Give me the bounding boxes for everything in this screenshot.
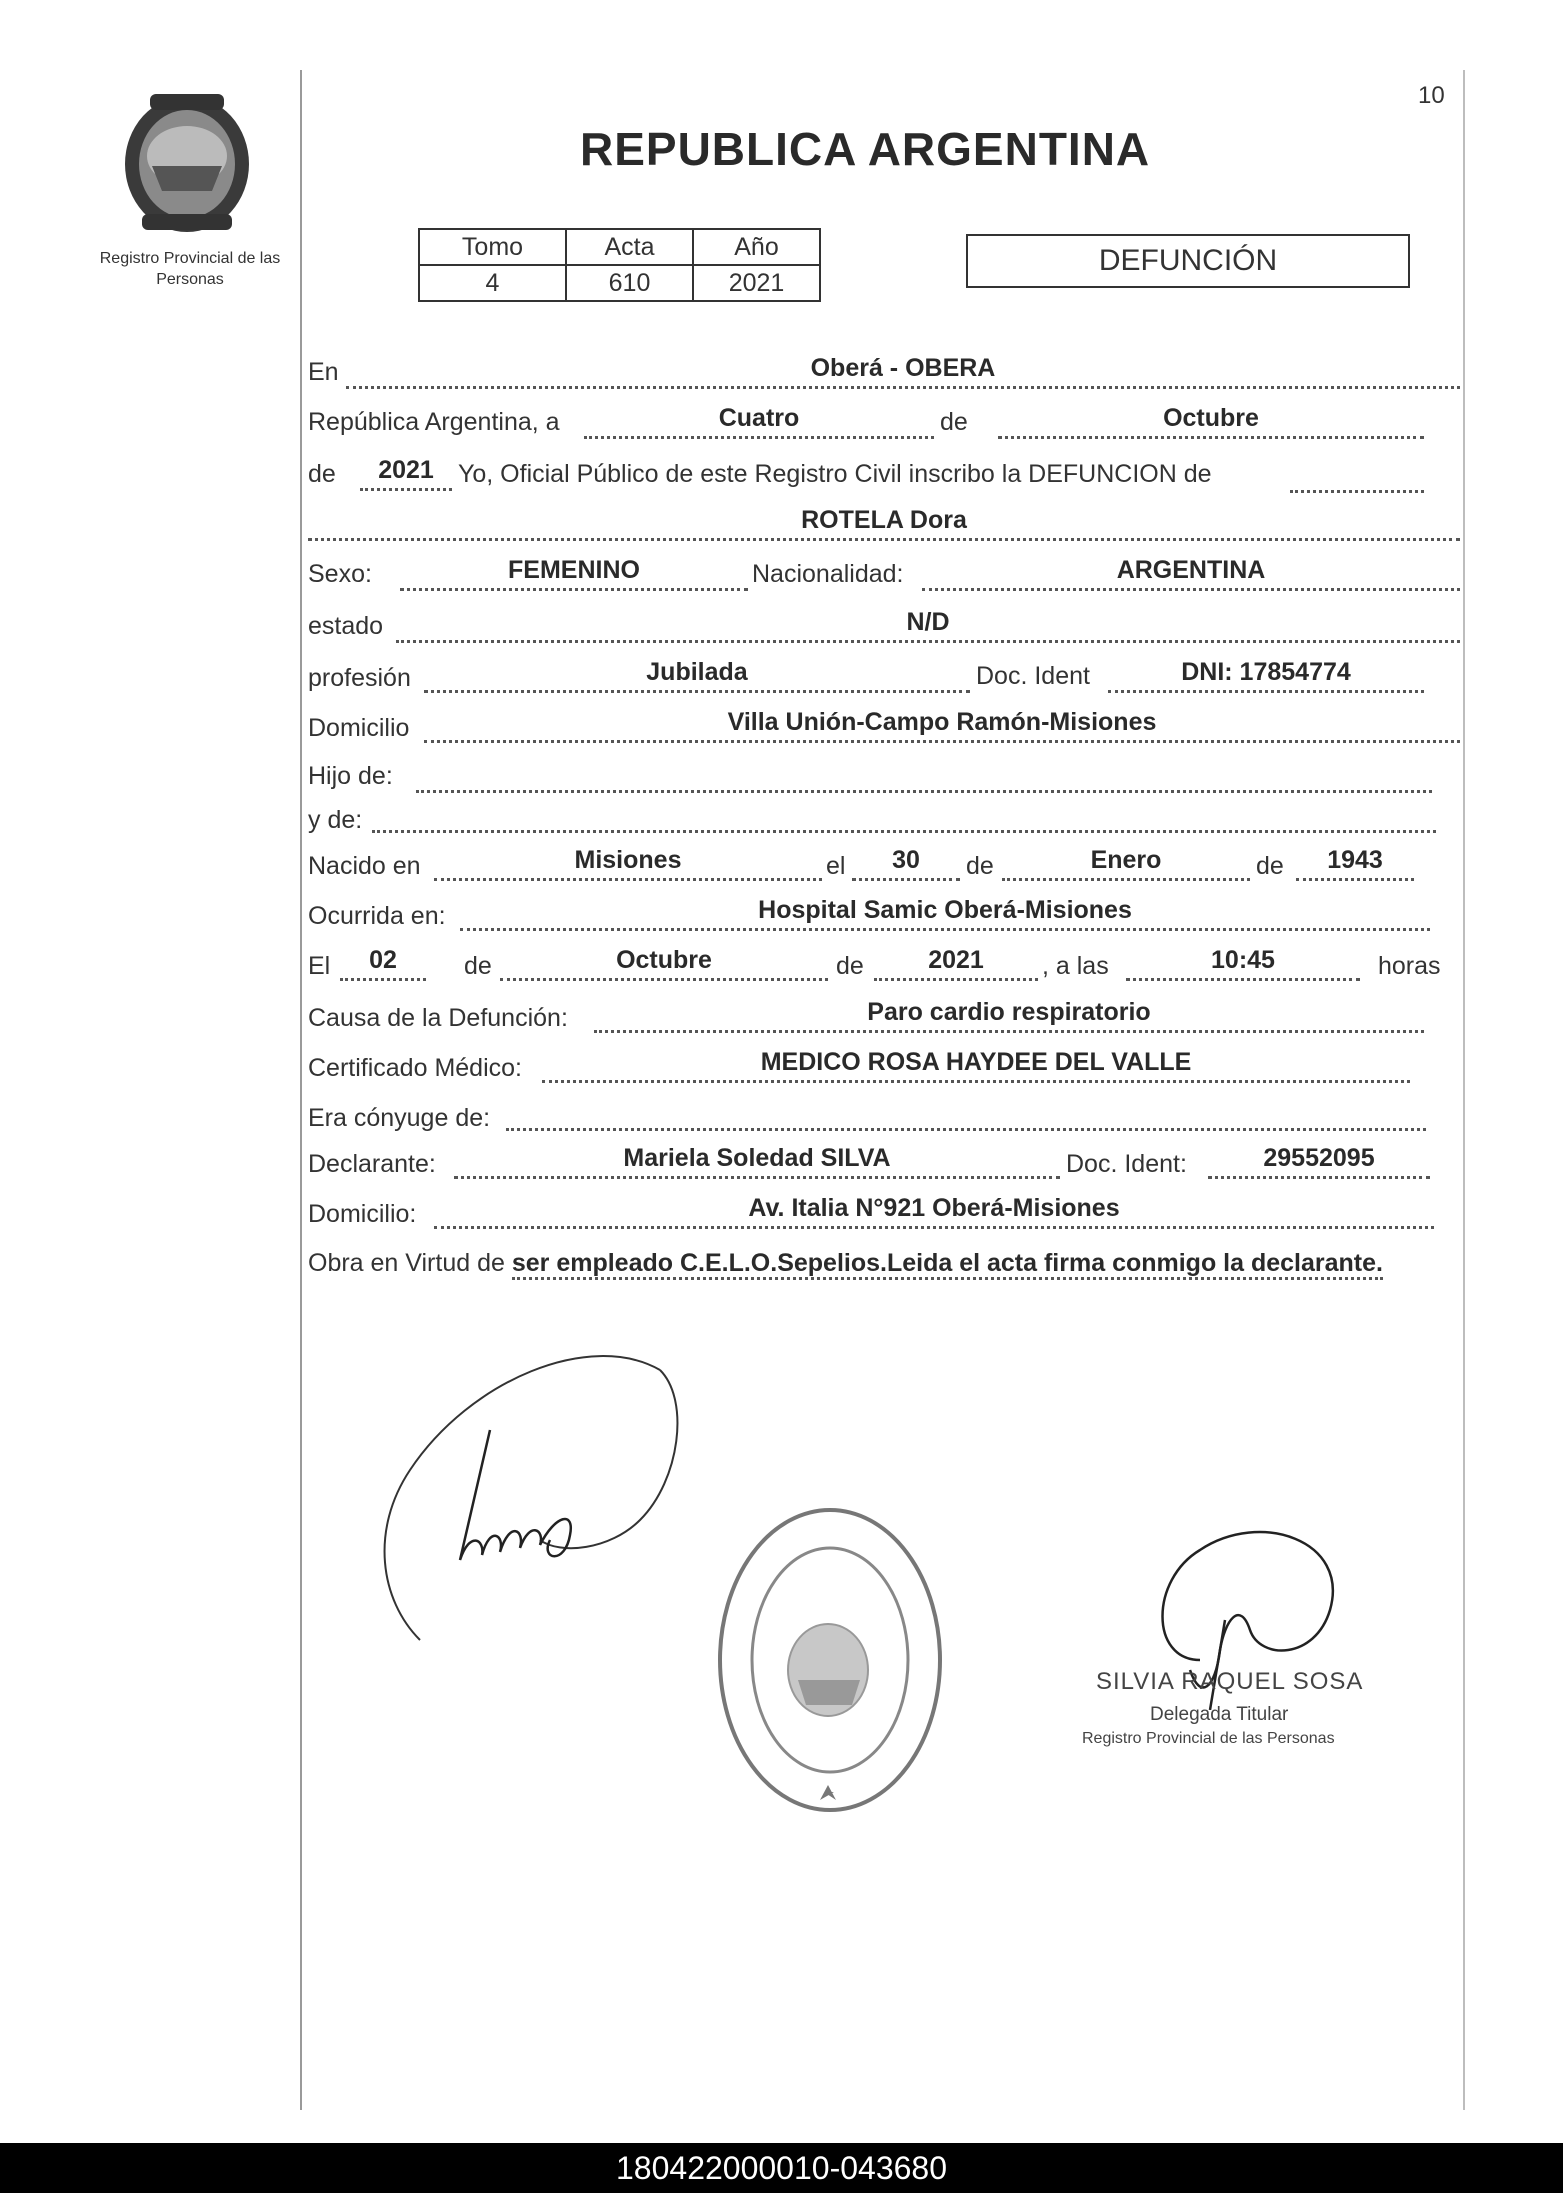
document-code: 180422000010-043680 (0, 2143, 1563, 2193)
certificado-label: Certificado Médico: (308, 1054, 522, 1082)
a-las-label: , a las (1042, 952, 1109, 980)
doc-ident-label-2: Doc. Ident: (1066, 1150, 1187, 1178)
death-day-value: 02 (340, 944, 426, 981)
declarant-doc-value: 29552095 (1208, 1142, 1430, 1179)
capacity-value: ser empleado C.E.L.O.Sepelios.Leida el acta firma conmigo la declarante. (512, 1249, 1383, 1280)
de-label-6: de (836, 952, 864, 980)
hijo-de-label: Hijo de: (308, 762, 393, 790)
anio-value: 2021 (693, 265, 820, 301)
tomo-value: 4 (419, 265, 566, 301)
nationality-value: ARGENTINA (922, 554, 1460, 591)
place-value: Oberá - OBERA (346, 352, 1460, 389)
conyuge-dots (506, 1128, 1426, 1131)
birth-year-value: 1943 (1296, 844, 1414, 881)
civil-status-value: N/D (396, 606, 1460, 643)
obra-en-virtud-paragraph (308, 1244, 1458, 1282)
year-value: 2021 (360, 454, 452, 491)
acta-header: Acta (566, 229, 693, 265)
hijo-de-dots (416, 790, 1432, 793)
sex-value: FEMENINO (400, 554, 748, 591)
doc-ident-label: Doc. Ident (976, 662, 1090, 690)
acta-value: 610 (566, 265, 693, 301)
death-year-value: 2021 (874, 944, 1038, 981)
republica-label: República Argentina, a (308, 408, 560, 436)
nacionalidad-label: Nacionalidad: (752, 560, 904, 588)
domicilio-label: Domicilio (308, 714, 410, 742)
declarante-label: Declarante: (308, 1150, 436, 1178)
El-label: El (308, 952, 331, 980)
domicilio-label-2: Domicilio: (308, 1200, 417, 1228)
right-margin-line (1463, 70, 1465, 2110)
signatory-org: Registro Provincial de las Personas (1082, 1730, 1335, 1747)
causa-label: Causa de la Defunción: (308, 1004, 568, 1032)
declarant-value: Mariela Soledad SILVA (454, 1142, 1060, 1179)
el-label: el (826, 852, 846, 880)
deceased-name-value: ROTELA Dora (308, 504, 1460, 541)
birth-place-value: Misiones (434, 844, 822, 881)
de-label-2: de (308, 460, 336, 488)
ocurrida-en-label: Ocurrida en: (308, 902, 446, 930)
birth-day-value: 30 (852, 844, 960, 881)
death-place-value: Hospital Samic Oberá-Misiones (460, 894, 1430, 931)
declarant-address-value: Av. Italia N°921 Oberá-Misiones (434, 1192, 1434, 1229)
birth-month-value: Enero (1002, 844, 1250, 881)
yo-oficial-text: Yo, Oficial Público de este Registro Civil inscribo la DEFUNCION de (458, 460, 1212, 488)
medical-cert-value: MEDICO ROSA HAYDEE DEL VALLE (542, 1046, 1410, 1083)
registry-name: Registro Provincial de las Personas (99, 250, 281, 288)
province-seal-logo (112, 86, 262, 236)
cause-value: Paro cardio respiratorio (594, 996, 1424, 1033)
conyuge-label: Era cónyuge de: (308, 1104, 491, 1132)
death-month-value: Octubre (500, 944, 828, 981)
declarant-signature (360, 1340, 690, 1660)
profesion-label: profesión (308, 664, 411, 692)
signatory-name: SILVIA RAQUEL SOSA (1096, 1668, 1364, 1695)
estado-label: estado (308, 612, 384, 640)
y-de-dots (372, 830, 1436, 833)
registration-table (418, 228, 821, 302)
address-value: Villa Unión-Campo Ramón-Misiones (424, 706, 1460, 743)
doc-id-value: DNI: 17854774 (1108, 656, 1424, 693)
left-margin-line (300, 70, 302, 2110)
de-label-3: de (966, 852, 994, 880)
obra-label: Obra en Virtud de (308, 1249, 505, 1277)
signatory-role: Delegada Titular (1150, 1704, 1289, 1725)
official-stamp (710, 1500, 950, 1820)
trailing-dots-1 (1290, 490, 1424, 493)
page-number: 10 (1418, 82, 1445, 109)
page-title: REPUBLICA ARGENTINA (580, 123, 1151, 175)
de-label-1: de (940, 408, 968, 436)
horas-label: horas (1378, 952, 1441, 980)
profession-value: Jubilada (424, 656, 970, 693)
anio-header: Año (693, 229, 820, 265)
month-value: Octubre (998, 402, 1424, 439)
document-type: DEFUNCIÓN (966, 234, 1410, 288)
sexo-label: Sexo: (308, 560, 372, 588)
de-label-4: de (1256, 852, 1284, 880)
y-de-label: y de: (308, 806, 363, 834)
day-words-value: Cuatro (584, 402, 934, 439)
de-label-5: de (464, 952, 492, 980)
death-time-value: 10:45 (1126, 944, 1360, 981)
en-label: En (308, 358, 339, 386)
nacido-en-label: Nacido en (308, 852, 421, 880)
tomo-header: Tomo (419, 229, 566, 265)
